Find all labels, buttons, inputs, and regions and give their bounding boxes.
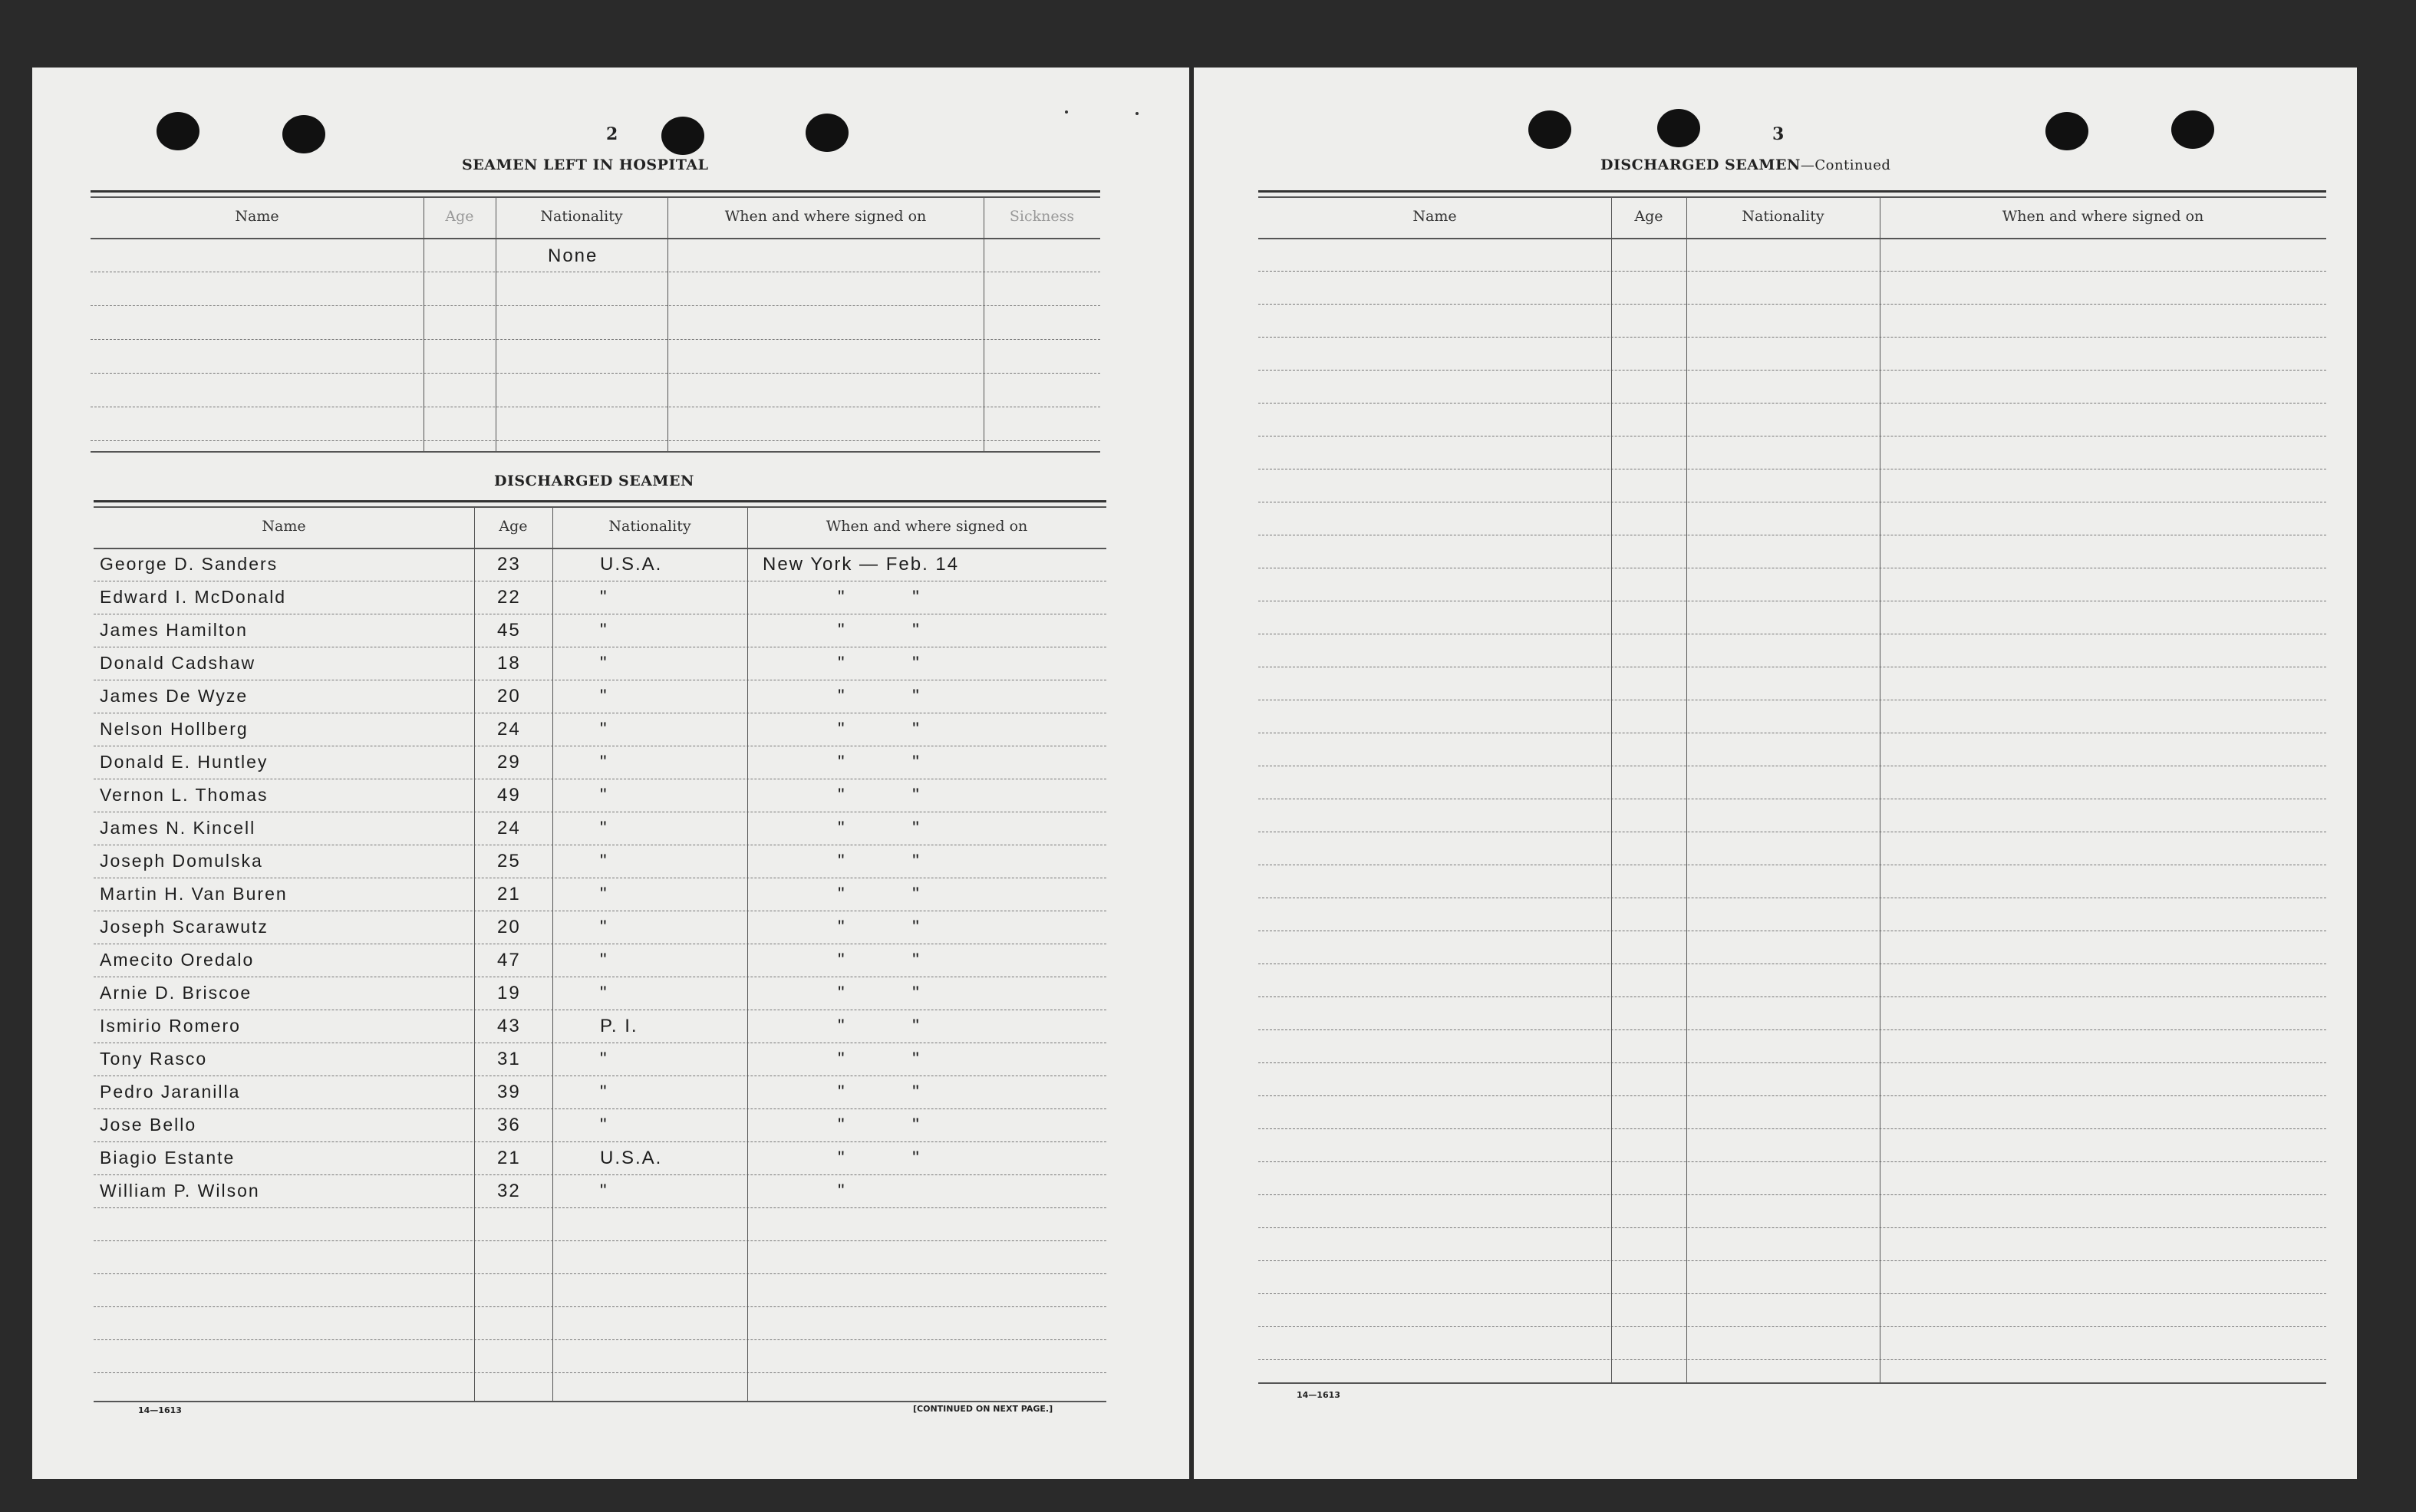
- column-header: Nationality: [1742, 208, 1824, 225]
- seaman-age: 24: [497, 719, 521, 740]
- row-rule: [1258, 1260, 2326, 1261]
- row-rule: [1258, 1095, 2326, 1096]
- seaman-name: Joseph Domulska: [100, 851, 263, 871]
- header-rule: [94, 548, 1106, 549]
- seaman-name: Edward I. McDonald: [100, 587, 287, 607]
- title-text: DISCHARGED SEAMEN: [1600, 156, 1801, 173]
- row-rule: [94, 1339, 1106, 1340]
- row-rule: [91, 305, 1100, 306]
- seaman-signed-on: " ": [838, 1115, 921, 1135]
- seaman-nationality: ": [600, 1082, 608, 1102]
- hospital-entry: None: [548, 245, 598, 266]
- row-rule: [1258, 1359, 2326, 1360]
- row-rule: [94, 1273, 1106, 1274]
- row-rule: [1258, 403, 2326, 404]
- seaman-nationality: ": [600, 1115, 608, 1135]
- seaman-nationality: ": [600, 884, 608, 904]
- discharged-table: [94, 500, 1106, 1401]
- column-divider: [1611, 196, 1612, 1382]
- seaman-name: Joseph Scarawutz: [100, 917, 269, 937]
- seaman-name: Pedro Jaranilla: [100, 1082, 241, 1102]
- row-rule: [1258, 1062, 2326, 1063]
- column-divider: [1686, 196, 1687, 1382]
- seaman-age: 20: [497, 686, 521, 707]
- seaman-age: 45: [497, 620, 521, 641]
- seaman-age: 49: [497, 785, 521, 805]
- seaman-age: 29: [497, 752, 521, 772]
- column-divider: [552, 506, 553, 1401]
- column-header: Name: [1412, 208, 1457, 225]
- seaman-name: Donald Cadshaw: [100, 653, 256, 673]
- seaman-age: 24: [497, 818, 521, 838]
- seaman-name: James Hamilton: [100, 620, 248, 640]
- row-rule: [1258, 304, 2326, 305]
- row-rule: [94, 1240, 1106, 1241]
- top-rule-inner: [94, 506, 1106, 508]
- seaman-nationality: ": [600, 818, 608, 838]
- seaman-age: 21: [497, 884, 521, 904]
- column-header: Age: [445, 208, 474, 225]
- row-rule: [94, 1141, 1106, 1142]
- seaman-signed-on: " ": [838, 851, 921, 871]
- right-page: [1194, 68, 2357, 1479]
- seaman-age: 21: [497, 1148, 521, 1168]
- hospital-section-title: SEAMEN LEFT IN HOSPITAL: [462, 156, 709, 173]
- binder-hole: [1528, 110, 1571, 149]
- seaman-signed-on: New York — Feb. 14: [763, 554, 960, 575]
- seaman-signed-on: " ": [838, 1082, 921, 1102]
- seaman-signed-on: " ": [838, 1049, 921, 1069]
- seaman-name: Arnie D. Briscoe: [100, 983, 252, 1003]
- top-rule-inner: [1258, 196, 2326, 198]
- seaman-age: 20: [497, 917, 521, 937]
- column-divider: [667, 196, 668, 451]
- seaman-nationality: ": [600, 1049, 608, 1069]
- seaman-signed-on: " ": [838, 983, 921, 1003]
- seaman-signed-on: " ": [838, 785, 921, 805]
- hospital-table: [91, 190, 1100, 451]
- top-rule: [91, 190, 1100, 193]
- discharged-section-title: DISCHARGED SEAMEN: [494, 473, 694, 489]
- row-rule: [1258, 337, 2326, 338]
- seaman-name: Donald E. Huntley: [100, 752, 269, 772]
- binder-hole: [661, 117, 704, 155]
- binder-hole: [2171, 110, 2214, 149]
- seaman-signed-on: " ": [838, 818, 921, 838]
- row-rule: [94, 1207, 1106, 1208]
- seaman-nationality: ": [600, 752, 608, 772]
- row-rule: [91, 440, 1100, 441]
- row-rule: [1258, 1161, 2326, 1162]
- row-rule: [1258, 1128, 2326, 1129]
- column-header: Age: [499, 518, 528, 535]
- seaman-name: George D. Sanders: [100, 554, 279, 574]
- seaman-age: 22: [497, 587, 521, 608]
- column-header: Age: [1634, 208, 1663, 225]
- page-number: 3: [1772, 124, 1785, 144]
- title-suffix: —Continued: [1800, 157, 1891, 173]
- row-rule: [91, 339, 1100, 340]
- seaman-signed-on: " ": [838, 1016, 921, 1036]
- top-rule-inner: [91, 196, 1100, 198]
- seaman-age: 36: [497, 1115, 521, 1135]
- row-rule: [94, 1174, 1106, 1175]
- seaman-signed-on: " ": [838, 884, 921, 904]
- seaman-nationality: P. I.: [600, 1016, 638, 1036]
- continued-table: [1258, 190, 2326, 1382]
- seaman-age: 25: [497, 851, 521, 871]
- seaman-age: 23: [497, 554, 521, 575]
- column-header: When and where signed on: [826, 518, 1028, 535]
- column-header: When and where signed on: [724, 208, 927, 225]
- column-header: Nationality: [540, 208, 623, 225]
- seaman-signed-on: " ": [838, 752, 921, 772]
- row-rule: [94, 1372, 1106, 1373]
- left-page: [32, 68, 1189, 1479]
- binder-hole: [2045, 112, 2088, 150]
- seaman-age: 39: [497, 1082, 521, 1102]
- seaman-nationality: ": [600, 983, 608, 1003]
- seaman-name: Nelson Hollberg: [100, 719, 249, 739]
- row-rule: [1258, 1293, 2326, 1294]
- row-rule: [1258, 271, 2326, 272]
- column-header: When and where signed on: [2002, 208, 2204, 225]
- discharged-continued-title: [1600, 156, 1890, 173]
- seaman-nationality: ": [600, 620, 608, 641]
- row-rule: [1258, 1326, 2326, 1327]
- speck: [1135, 112, 1139, 115]
- seaman-nationality: ": [600, 686, 608, 707]
- speck: [1065, 110, 1068, 114]
- seaman-signed-on: ": [838, 1181, 846, 1201]
- row-rule: [1258, 370, 2326, 371]
- seaman-nationality: ": [600, 587, 608, 608]
- row-rule: [94, 1306, 1106, 1307]
- row-rule: [91, 373, 1100, 374]
- seaman-nationality: U.S.A.: [600, 554, 663, 575]
- bottom-rule: [91, 451, 1100, 453]
- seaman-signed-on: " ": [838, 950, 921, 970]
- seaman-nationality: ": [600, 851, 608, 871]
- seaman-nationality: ": [600, 719, 608, 740]
- seaman-signed-on: " ": [838, 653, 921, 674]
- row-rule: [1258, 1194, 2326, 1195]
- page-number: 2: [606, 124, 618, 144]
- binder-hole: [282, 115, 325, 153]
- seaman-nationality: ": [600, 950, 608, 970]
- header-rule: [91, 238, 1100, 239]
- seaman-name: Jose Bello: [100, 1115, 197, 1135]
- seaman-name: James De Wyze: [100, 686, 249, 706]
- seaman-name: William P. Wilson: [100, 1181, 260, 1201]
- seaman-age: 43: [497, 1016, 521, 1036]
- seaman-nationality: U.S.A.: [600, 1148, 663, 1168]
- row-rule: [1258, 1227, 2326, 1228]
- seaman-name: Vernon L. Thomas: [100, 785, 269, 805]
- seaman-nationality: ": [600, 917, 608, 937]
- seaman-signed-on: " ": [838, 620, 921, 641]
- top-rule: [1258, 190, 2326, 193]
- seaman-signed-on: " ": [838, 1148, 921, 1168]
- column-header: Name: [262, 518, 306, 535]
- form-code: 14—1613: [138, 1405, 182, 1415]
- form-code: 14—1613: [1297, 1390, 1340, 1400]
- header-rule: [1258, 238, 2326, 239]
- seaman-age: 19: [497, 983, 521, 1003]
- seaman-age: 31: [497, 1049, 521, 1069]
- seaman-age: 18: [497, 653, 521, 674]
- seaman-age: 47: [497, 950, 521, 970]
- seaman-nationality: ": [600, 1181, 608, 1201]
- row-rule: [94, 1108, 1106, 1109]
- seaman-age: 32: [497, 1181, 521, 1201]
- binder-hole: [157, 112, 199, 150]
- bottom-rule: [1258, 1382, 2326, 1384]
- column-divider: [474, 506, 475, 1401]
- top-rule: [94, 500, 1106, 502]
- seaman-name: Ismirio Romero: [100, 1016, 241, 1036]
- seaman-name: Martin H. Van Buren: [100, 884, 288, 904]
- column-header: Nationality: [608, 518, 691, 535]
- seaman-signed-on: " ": [838, 719, 921, 740]
- seaman-signed-on: " ": [838, 686, 921, 707]
- row-rule: [1258, 1029, 2326, 1030]
- seaman-name: Biagio Estante: [100, 1148, 236, 1168]
- continued-note: [CONTINUED ON NEXT PAGE.]: [913, 1404, 1053, 1414]
- row-rule: [1258, 996, 2326, 997]
- column-header: Name: [235, 208, 279, 225]
- seaman-name: James N. Kincell: [100, 818, 256, 838]
- seaman-nationality: ": [600, 785, 608, 805]
- seaman-nationality: ": [600, 653, 608, 674]
- binder-hole: [806, 114, 849, 152]
- binder-hole: [1657, 109, 1700, 147]
- seaman-name: Tony Rasco: [100, 1049, 208, 1069]
- column-header: Sickness: [1009, 208, 1075, 225]
- seaman-signed-on: " ": [838, 587, 921, 608]
- seaman-signed-on: " ": [838, 917, 921, 937]
- column-divider: [747, 506, 748, 1401]
- seaman-name: Amecito Oredalo: [100, 950, 255, 970]
- bottom-rule: [94, 1401, 1106, 1402]
